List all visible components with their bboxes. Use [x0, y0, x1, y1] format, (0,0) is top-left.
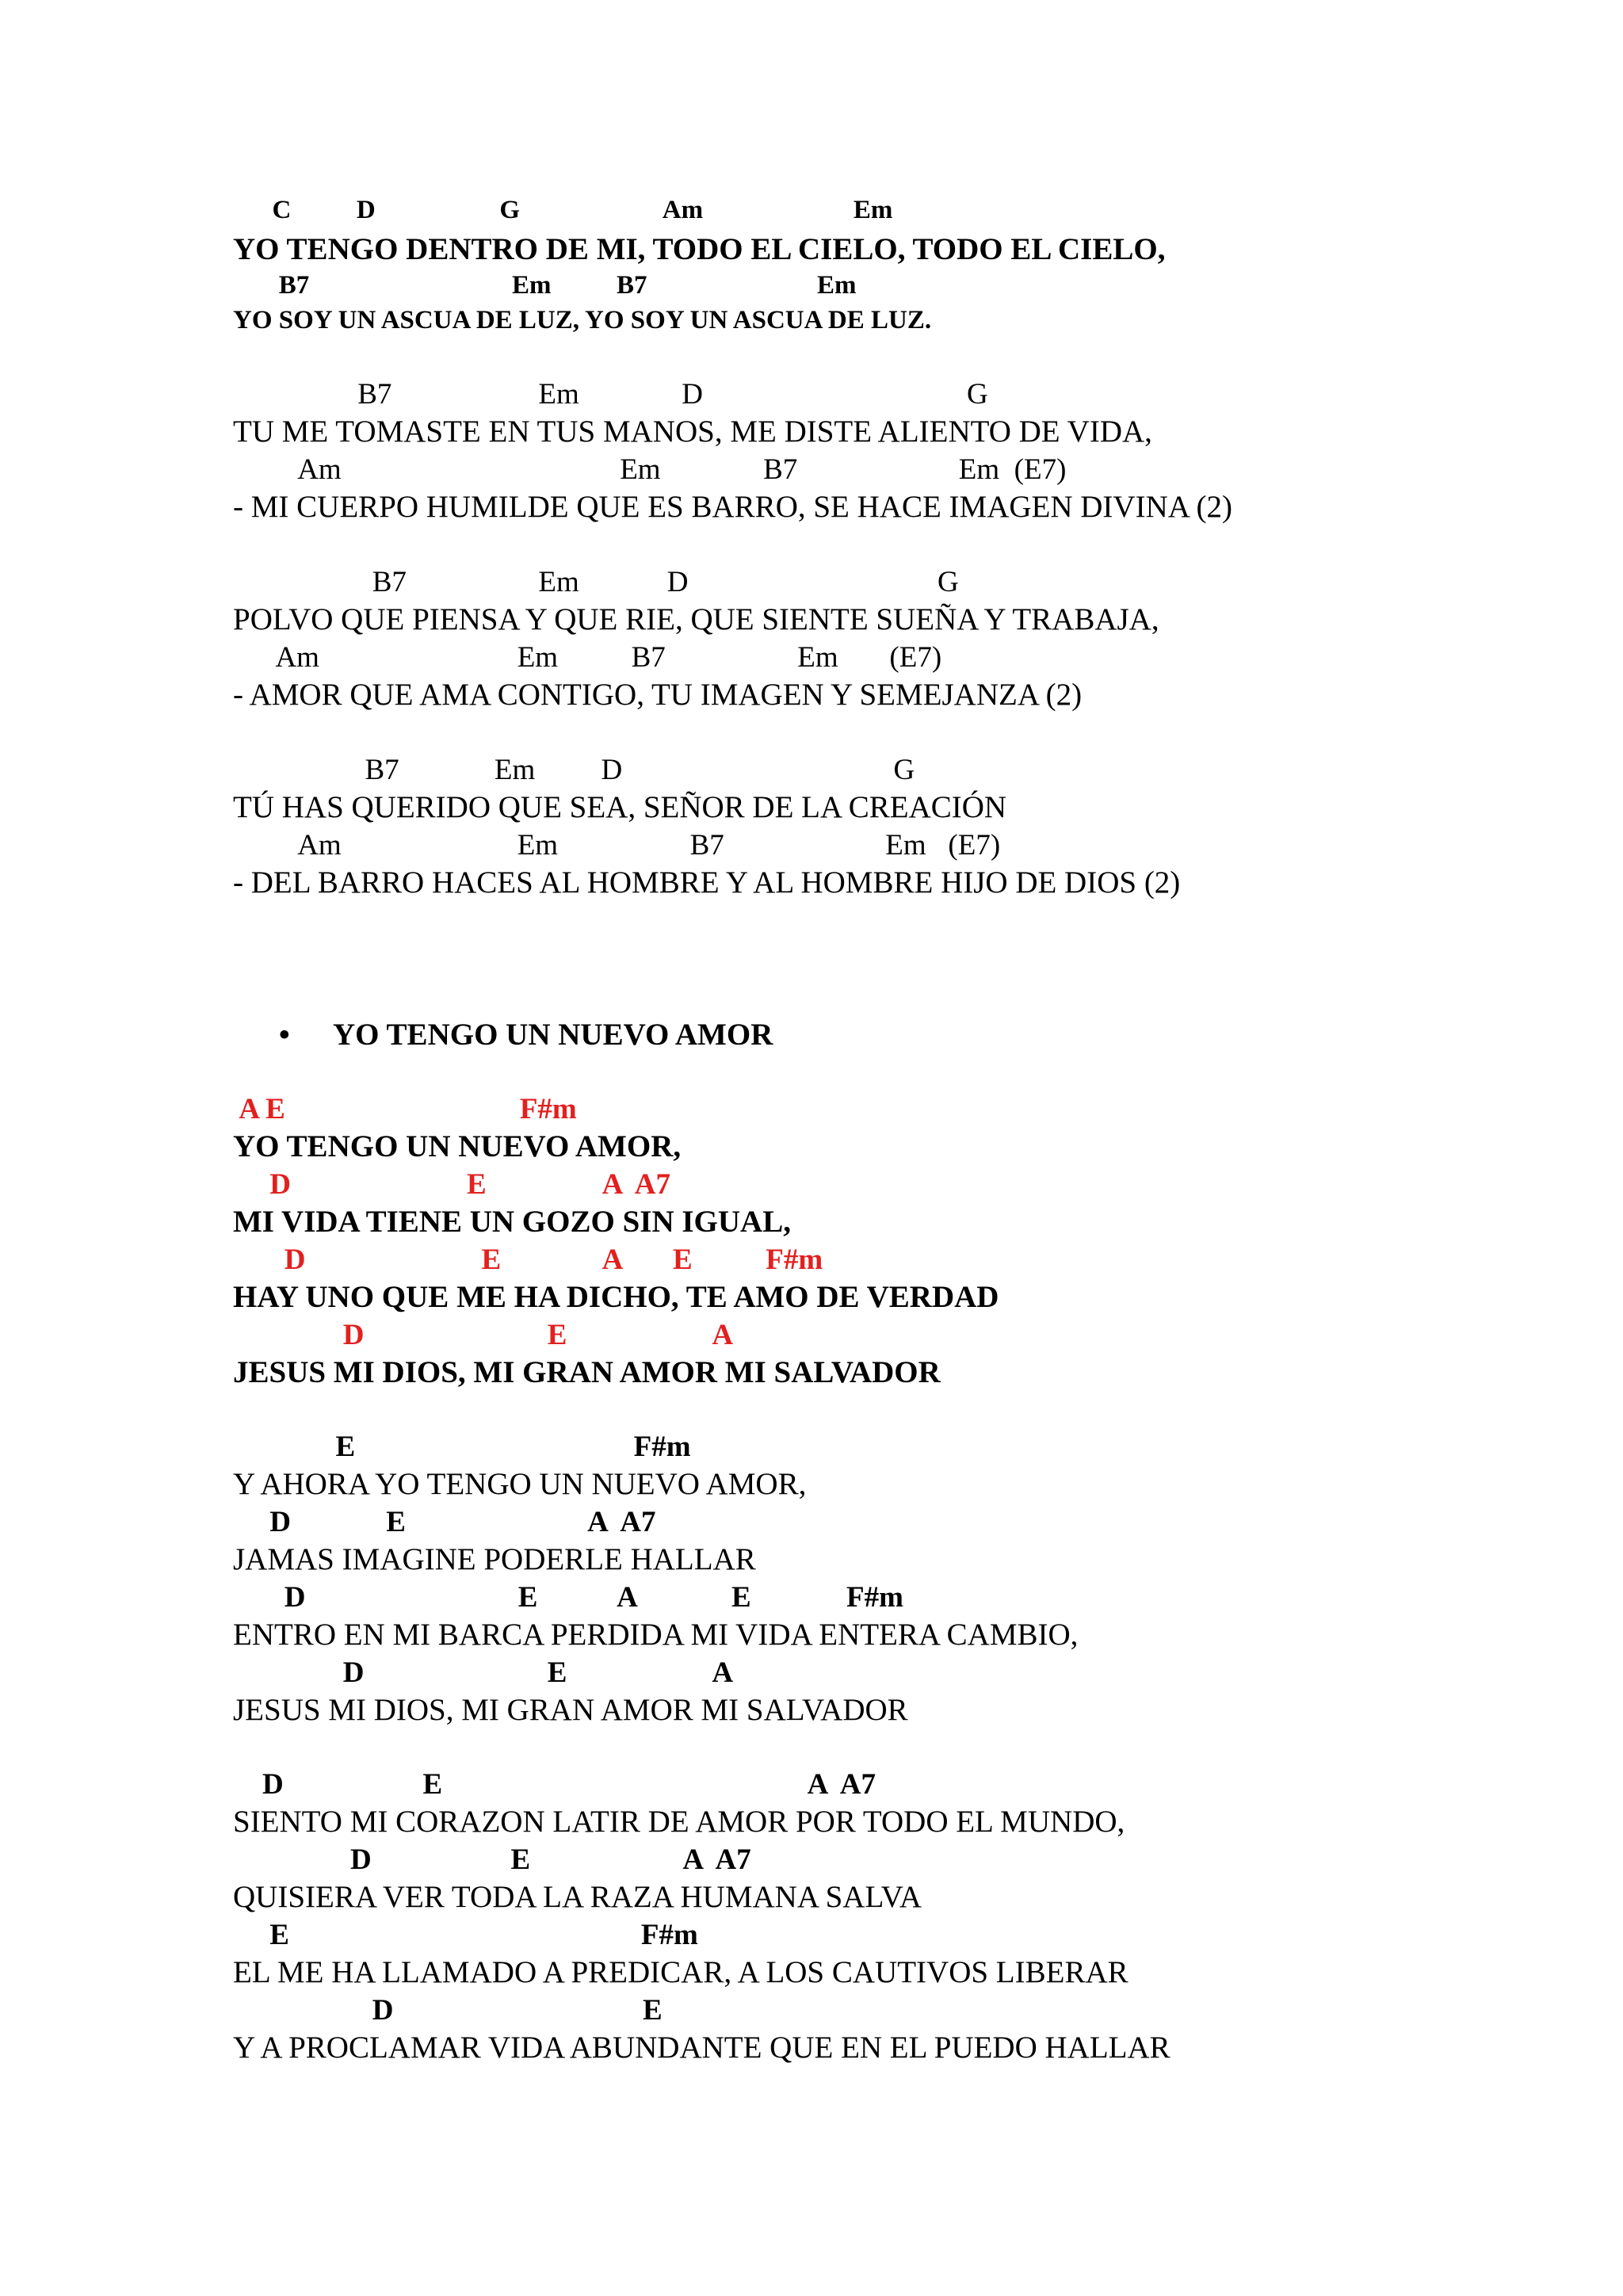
lyric-line: JESUS MI DIOS, MI GRAN AMOR MI SALVADOR — [233, 1693, 908, 1727]
chord-line: D E A E F#m — [233, 1244, 823, 1276]
chord-line: D E A A7 — [233, 1843, 751, 1876]
chord-line: E F#m — [233, 1919, 698, 1951]
chord-line: B7 Em D G — [233, 566, 959, 598]
song-title: YO TENGO UN NUEVO AMOR — [333, 1018, 773, 1052]
chord-line: D E A A7 — [233, 1506, 656, 1538]
chord-line: B7 Em D G — [233, 754, 915, 786]
chord-line: Am Em B7 Em (E7) — [233, 829, 1001, 861]
chord-line: D E A A7 — [233, 1768, 876, 1801]
lyric-line: Y A PROCLAMAR VIDA ABUNDANTE QUE EN EL PUEDO HALLAR — [233, 2030, 1170, 2065]
chord-line: A E F#m — [233, 1093, 577, 1125]
chord-line: D E A E F#m — [233, 1581, 903, 1614]
chord-line: B7 Em B7 Em — [233, 271, 857, 300]
lyric-line: YO SOY UN ASCUA DE LUZ, YO SOY UN ASCUA DE LUZ. — [233, 306, 932, 334]
chord-line: Am Em B7 Em (E7) — [233, 641, 942, 674]
lyric-line: QUISIERA VER TODA LA RAZA HUMANA SALVA — [233, 1880, 922, 1914]
lyric-line: - AMOR QUE AMA CONTIGO, TU IMAGEN Y SEMEJANZA (2) — [233, 678, 1083, 712]
chord-line: D E A — [233, 1656, 734, 1689]
lyric-line: YO TENGO DENTRO DE MI, TODO EL CIELO, TODO EL CIELO, — [233, 232, 1166, 266]
lyric-line: EL ME HA LLAMADO A PREDICAR, A LOS CAUTIVOS LIBERAR — [233, 1955, 1128, 1989]
lyric-line: TU ME TOMASTE EN TUS MANOS, ME DISTE ALIENTO DE VIDA, — [233, 415, 1152, 449]
chord-line: C D G Am Em — [233, 196, 893, 224]
lyric-line: MI VIDA TIENE UN GOZO SIN IGUAL, — [233, 1205, 791, 1239]
chord-line: Am Em B7 Em (E7) — [233, 453, 1067, 486]
song-title-row — [279, 1017, 773, 1052]
lyric-line: - DEL BARRO HACES AL HOMBRE Y AL HOMBRE HIJO DE DIOS (2) — [233, 865, 1181, 900]
chord-line: D E — [233, 1994, 663, 2027]
lyric-line: JAMAS IMAGINE PODERLE HALLAR — [233, 1542, 756, 1576]
lyric-line: Y AHORA YO TENGO UN NUEVO AMOR, — [233, 1467, 807, 1501]
chord-line: D E A A7 — [233, 1168, 670, 1201]
chord-line: B7 Em D G — [233, 378, 988, 411]
lyric-line: YO TENGO UN NUEVO AMOR, — [233, 1129, 682, 1163]
bullet-icon: • — [279, 1018, 290, 1052]
lyric-line: POLVO QUE PIENSA Y QUE RIE, QUE SIENTE SUEÑA Y TRABAJA, — [233, 602, 1159, 636]
chord-line: D E A — [233, 1319, 734, 1351]
lyric-line: JESUS MI DIOS, MI GRAN AMOR MI SALVADOR — [233, 1355, 941, 1389]
lyric-line: ENTRO EN MI BARCA PERDIDA MI VIDA ENTERA CAMBIO, — [233, 1618, 1079, 1652]
lyric-line: - MI CUERPO HUMILDE QUE ES BARRO, SE HACE IMAGEN DIVINA (2) — [233, 490, 1232, 524]
lyric-line: HAY UNO QUE ME HA DICHO, TE AMO DE VERDAD — [233, 1280, 999, 1314]
lyric-line: TÚ HAS QUERIDO QUE SEA, SEÑOR DE LA CREACIÓN — [233, 790, 1007, 824]
lyric-line: SIENTO MI CORAZON LATIR DE AMOR POR TODO EL MUNDO, — [233, 1805, 1125, 1839]
chord-line: E F#m — [233, 1431, 691, 1463]
